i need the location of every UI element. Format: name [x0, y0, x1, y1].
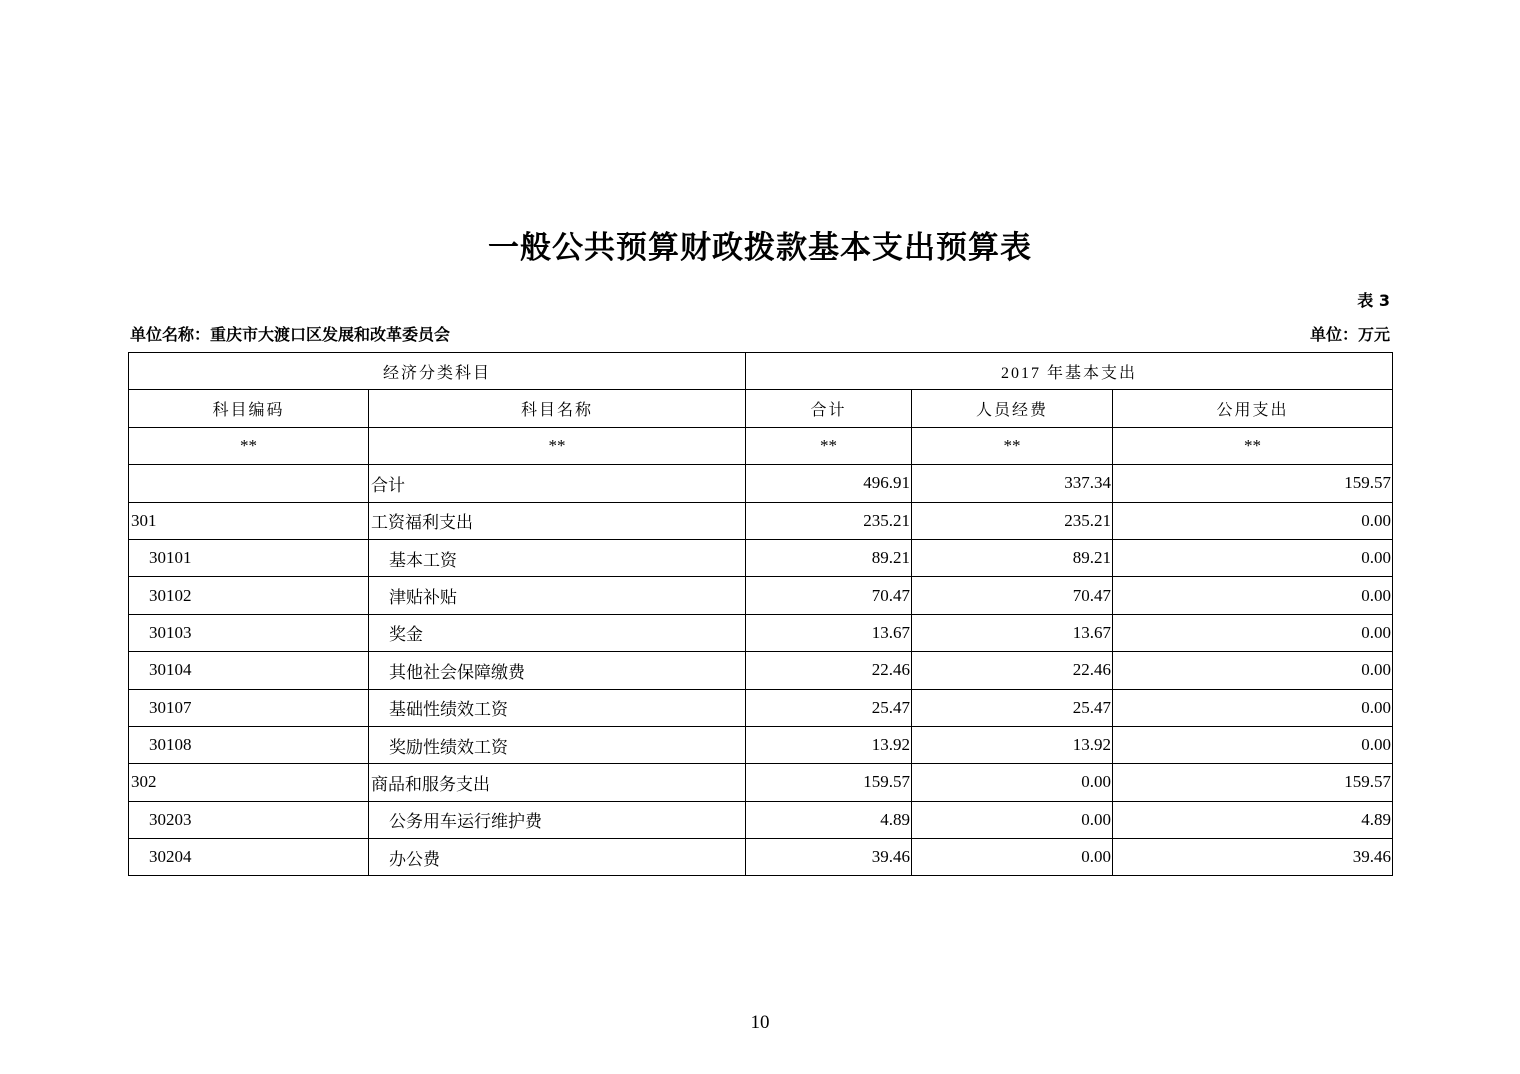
table-row — [129, 764, 1393, 801]
subject-name-cell: 商品和服务支出 — [369, 764, 746, 801]
subject-name-cell: 合计 — [369, 465, 746, 502]
table-row — [129, 539, 1393, 576]
table-row — [129, 726, 1393, 763]
table-row — [129, 652, 1393, 689]
public-expense-cell: 0.00 — [1113, 652, 1393, 689]
public-expense-cell: 0.00 — [1113, 577, 1393, 614]
subject-code-cell: 30104 — [129, 652, 369, 689]
total-cell: 4.89 — [746, 801, 912, 838]
header-subject-name: 科目名称 — [369, 390, 746, 427]
public-expense-cell: 0.00 — [1113, 539, 1393, 576]
personnel-expense-cell: 89.21 — [912, 539, 1113, 576]
table-row — [129, 614, 1393, 651]
subject-code-cell: 302 — [129, 764, 369, 801]
subject-code-cell: 30108 — [129, 726, 369, 763]
subject-name-cell: 奖励性绩效工资 — [369, 726, 746, 763]
public-expense-cell: 0.00 — [1113, 614, 1393, 651]
public-expense-cell: 4.89 — [1113, 801, 1393, 838]
table-row — [129, 801, 1393, 838]
marker-cell: ** — [129, 427, 369, 464]
personnel-expense-cell: 13.67 — [912, 614, 1113, 651]
total-cell: 22.46 — [746, 652, 912, 689]
subject-name-cell: 办公费 — [369, 839, 746, 876]
public-expense-cell: 159.57 — [1113, 764, 1393, 801]
public-expense-cell: 159.57 — [1113, 465, 1393, 502]
marker-cell: ** — [369, 427, 746, 464]
subject-code-cell: 30103 — [129, 614, 369, 651]
subject-name-cell: 奖金 — [369, 614, 746, 651]
public-expense-cell: 0.00 — [1113, 726, 1393, 763]
personnel-expense-cell: 70.47 — [912, 577, 1113, 614]
subject-code-cell — [129, 465, 369, 502]
marker-cell: ** — [746, 427, 912, 464]
budget-table — [128, 352, 1393, 876]
total-cell: 70.47 — [746, 577, 912, 614]
subject-name-cell: 津贴补贴 — [369, 577, 746, 614]
personnel-expense-cell: 0.00 — [912, 801, 1113, 838]
subject-name-cell: 公务用车运行维护费 — [369, 801, 746, 838]
total-cell: 89.21 — [746, 539, 912, 576]
unit-label: 单位：万元 — [1309, 325, 1390, 344]
public-expense-cell: 0.00 — [1113, 502, 1393, 539]
subject-code-cell: 30203 — [129, 801, 369, 838]
personnel-expense-cell: 22.46 — [912, 652, 1113, 689]
public-expense-cell: 0.00 — [1113, 689, 1393, 726]
personnel-expense-cell: 235.21 — [912, 502, 1113, 539]
header-personnel-expense: 人员经费 — [912, 390, 1113, 427]
page-number: 10 — [750, 1012, 770, 1033]
table-number: 表 3 — [1357, 291, 1390, 310]
subject-name-cell: 基础性绩效工资 — [369, 689, 746, 726]
subject-code-cell: 301 — [129, 502, 369, 539]
personnel-expense-cell: 13.92 — [912, 726, 1113, 763]
header-subject-code: 科目编码 — [129, 390, 369, 427]
subject-code-cell: 30101 — [129, 539, 369, 576]
total-cell: 39.46 — [746, 839, 912, 876]
total-cell: 235.21 — [746, 502, 912, 539]
subject-code-cell: 30204 — [129, 839, 369, 876]
header-column-row — [129, 390, 1393, 427]
subject-code-cell: 30102 — [129, 577, 369, 614]
header-public-expense: 公用支出 — [1113, 390, 1393, 427]
header-group-row — [129, 353, 1393, 390]
table-row — [129, 577, 1393, 614]
personnel-expense-cell: 0.00 — [912, 839, 1113, 876]
total-cell: 13.67 — [746, 614, 912, 651]
header-economic-classification: 经济分类科目 — [129, 353, 746, 390]
header-total: 合计 — [746, 390, 912, 427]
table-row — [129, 839, 1393, 876]
subject-name-cell: 其他社会保障缴费 — [369, 652, 746, 689]
subject-code-cell: 30107 — [129, 689, 369, 726]
total-cell: 496.91 — [746, 465, 912, 502]
marker-cell: ** — [1113, 427, 1393, 464]
total-cell: 13.92 — [746, 726, 912, 763]
marker-row — [129, 427, 1393, 464]
header-2017-basic-expenditure: 2017 年基本支出 — [746, 353, 1393, 390]
total-cell: 25.47 — [746, 689, 912, 726]
table-row — [129, 502, 1393, 539]
marker-cell: ** — [912, 427, 1113, 464]
subject-name-cell: 工资福利支出 — [369, 502, 746, 539]
table-row — [129, 689, 1393, 726]
page-title: 一般公共预算财政拨款基本支出预算表 — [488, 230, 1032, 266]
public-expense-cell: 39.46 — [1113, 839, 1393, 876]
total-cell: 159.57 — [746, 764, 912, 801]
personnel-expense-cell: 337.34 — [912, 465, 1113, 502]
unit-name: 单位名称：重庆市大渡口区发展和改革委员会 — [130, 325, 451, 344]
personnel-expense-cell: 0.00 — [912, 764, 1113, 801]
personnel-expense-cell: 25.47 — [912, 689, 1113, 726]
budget-table-body — [129, 353, 1393, 876]
table-row — [129, 465, 1393, 502]
subject-name-cell: 基本工资 — [369, 539, 746, 576]
